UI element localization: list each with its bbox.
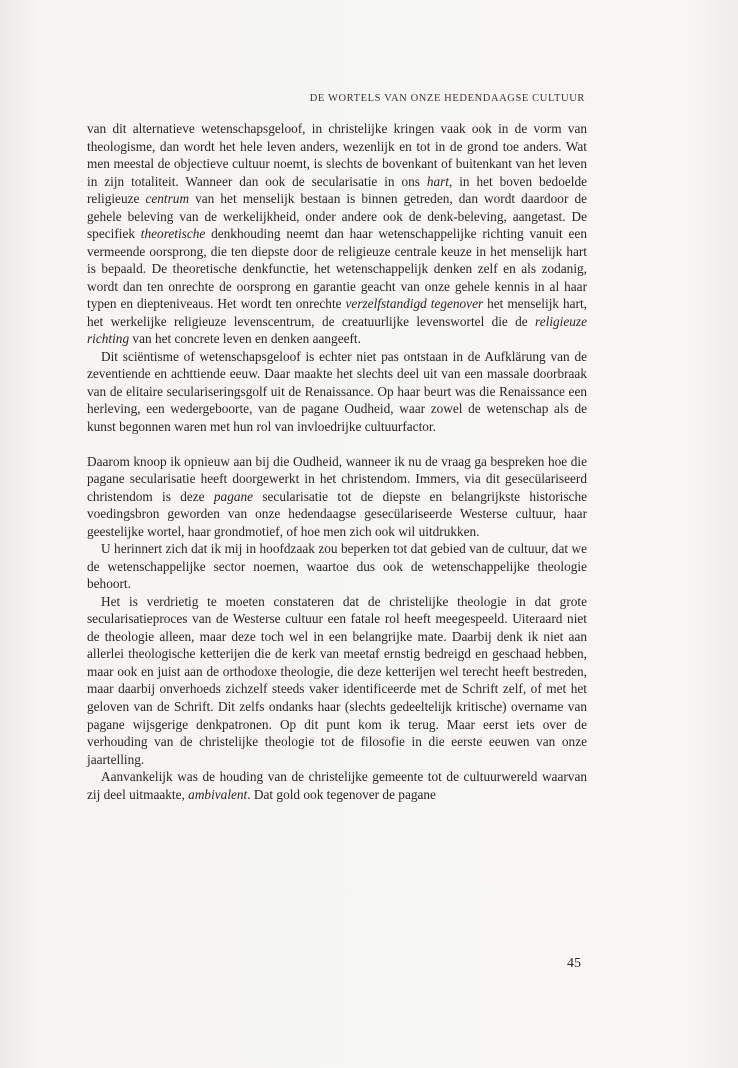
text-run: Het is verdrietig te moeten constateren dat de christelijke theologie in dat grote secularisatieproces van de Westerse cultuur een fatale rol heeft meegespeeld. Uiteraard niet de theologie alleen, maar deze toch wel in een belangrijke mate. Daarbij denk ik niet aan allerlei theologische ketterijen die de kerk van meetaf ernstig bedreigd en geschaad hebben, maar ook en juist aan de orthodoxe theologie, die deze ketterijen wel terecht heeft bestreden, maar daarbij onverhoeds zichzelf steeds vaker identificeerde met de Schrift zelf, of met het geloven van de Schrift. Dit zelfs ondanks haar (slechts gedeeltelijk kritische) overname van pagane wijsgerige denkpatronen. Op dit punt kom ik terug. Maar eerst iets over de verhouding van de christelijke theologie tot de filosofie in die eerste eeuwen van onze jaartelling. <box>87 593 587 767</box>
text-run: Daarom knoop ik opnieuw aan bij die Oudheid, wanneer ik nu de vraag ga bespreken hoe die pagane secularisatie heeft doorgewerkt in het christendom. Immers, via dit gesecülariseerd christendom is deze <box>87 453 587 504</box>
italic-text: hart <box>426 173 449 189</box>
italic-text: theoretische <box>140 226 206 242</box>
paragraph <box>87 453 587 541</box>
text-run: secularisatie tot de diepste en belangrijkste historische voedingsbron geworden van onze hedendaagse gesecülariseerde Westerse cultuur, haar geestelijke wortel, haar grondmotief, of hoe men zich ook wil uitdrukken. <box>87 488 587 539</box>
text-run: . Dat gold ook tegenover de pagane <box>247 786 436 802</box>
paragraph <box>87 120 587 348</box>
paragraph <box>87 348 587 436</box>
italic-text: religieuze richting <box>87 313 587 347</box>
text-run: U herinnert zich dat ik mij in hoofdzaak zou beperken tot dat gebied van de cultuur, dat we de wetenschappelijke sector noemen, waartoe dus ook de wetenschappelijke theologie behoort. <box>87 541 587 592</box>
text-run: van het menselijk bestaan is binnen getreden, dan wordt daardoor de gehele beleving van de werkelijkheid, onder andere ook de denk-beleving, aangetast. De specifiek <box>87 191 587 242</box>
body-text <box>87 120 587 803</box>
running-head: DE WORTELS VAN ONZE HEDENDAAGSE CULTUUR <box>309 93 585 104</box>
italic-text: pagane <box>213 488 254 504</box>
text-run: van dit alternatieve wetenschapsgeloof, in christelijke kringen vaak ook in de vorm van theologisme, dan wordt het hele leven anders, wezenlijk en tot in de grond toe anders. Wat men meestal de objectieve cultuur noemt, is slechts de bovenkant of buitenkant van het leven in zijn totaliteit. Wanneer dan ook de secularisatie in ons <box>87 121 587 189</box>
italic-text: verzelfstandigd tegenover <box>345 296 484 312</box>
text-run: van het concrete leven en denken aangeeft. <box>129 331 361 347</box>
text-run: Dit sciëntisme of wetenschapsgeloof is echter niet pas ontstaan in de Aufklärung van de zeventiende en achttiende eeuw. Daar maakte het slechts deel uit van een massale doorbraak van de elitaire seculariseringsgolf uit de Renaissance. Op haar beurt was die Renaissance een herleving, een wedergeboorte, van de pagane Oudheid, waar zowel de wetenschap als de kunst begonnen waren met hun rol van invloedrijke cultuurfactor. <box>87 348 587 434</box>
italic-text: centrum <box>145 191 190 207</box>
paragraph <box>87 593 587 768</box>
text-run: , in het boven bedoelde religieuze <box>87 173 588 207</box>
page-number: 45 <box>567 956 581 971</box>
text-run: denkhouding neemt dan haar wetenschappelijke richting vanuit een vermeende oorsprong, die ten diepste door de religieuze centrale keuze in het menselijk hart is bepaald. De theoretische denkfunctie, het wetenschappelijk denken zelf en als zodanig, wordt dan ten onrechte de oorsprong en garantie geacht van onze gehele kennis in al haar typen en diepteniveaus. Het wordt ten onrechte <box>87 226 587 312</box>
paragraph <box>87 540 587 593</box>
paragraph <box>87 768 587 803</box>
text-run: het menselijk hart, het werkelijke religieuze levenscentrum, de creatuurlijke levenswortel die de <box>87 296 587 329</box>
text-run: Aanvankelijk was de houding van de christelijke gemeente tot de cultuurwereld waarvan zij deel uitmaakte, <box>87 769 587 802</box>
italic-text: ambivalent <box>188 786 248 802</box>
